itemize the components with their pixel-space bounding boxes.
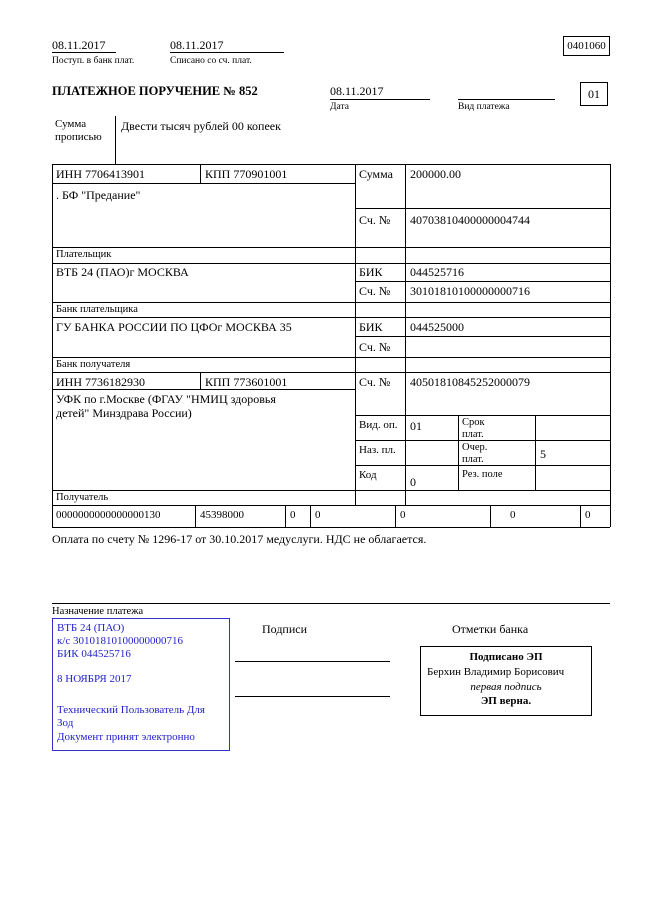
table-border-v — [535, 415, 536, 490]
payer-bank-account-label: Сч. № — [359, 284, 391, 298]
table-border-h — [52, 357, 610, 358]
payer-inn: ИНН 7706413901 — [56, 167, 145, 181]
rez-pole-label: Рез. поле — [462, 469, 503, 480]
table-border-h — [52, 183, 355, 184]
payment-kind-underline — [458, 99, 555, 100]
table-border-v — [580, 505, 581, 527]
stamp-bank-name: ВТБ 24 (ПАО) — [57, 622, 125, 634]
table-border-h — [355, 281, 610, 282]
payee-label: Получатель — [56, 492, 109, 503]
payee-account-label: Сч. № — [359, 375, 391, 389]
debited-date-underline — [170, 52, 284, 53]
payee-account-value: 40501810845252000079 — [410, 375, 530, 389]
table-border-v — [395, 505, 396, 527]
payment-kind-label: Вид платежа — [458, 102, 510, 112]
srok-plat-label: Срок плат. — [462, 417, 485, 440]
payment-purpose-label: Назначение платежа — [52, 606, 144, 617]
stamp-signer-name: Берхин Владимир Борисович — [427, 666, 565, 678]
table-border-h — [52, 372, 610, 373]
table-border-h — [355, 208, 610, 209]
table-border-v — [490, 505, 491, 527]
table-border-h — [52, 164, 610, 165]
vid-op-value: 01 — [410, 419, 422, 433]
bank-marks-label: Отметки банка — [452, 622, 529, 636]
kod-value: 0 — [410, 475, 416, 489]
payer-account-value: 40703810400000004744 — [410, 213, 530, 227]
debited-date: 08.11.2017 — [170, 38, 224, 52]
form-code-box: 0401060 — [563, 36, 610, 56]
document-date: 08.11.2017 — [330, 84, 384, 98]
payer-kpp: КПП 770901001 — [205, 167, 288, 181]
amount-words-divider — [115, 116, 116, 164]
stamp-accepted: Документ принят электронно — [57, 731, 195, 743]
amount-words-label: Сумма прописью — [55, 118, 102, 143]
payee-bank-name: ГУ БАНКА РОССИИ ПО ЦФОг МОСКВА 35 — [56, 320, 292, 334]
date-underline — [330, 99, 430, 100]
payer-bank-account-value: 30101810100000000716 — [410, 284, 530, 298]
code-row-cell: 0 — [510, 509, 516, 521]
stamp-verdict: ЭП верна. — [480, 695, 532, 707]
table-border-v — [405, 164, 406, 505]
table-border-h — [52, 490, 610, 491]
table-border-h — [52, 317, 610, 318]
type-code-box: 01 — [580, 82, 608, 106]
table-border-v — [355, 164, 356, 505]
table-border-h — [52, 389, 355, 390]
naz-pl-label: Наз. пл. — [359, 444, 396, 456]
code-row-cell: 0 — [290, 509, 296, 521]
table-border-v — [610, 164, 611, 527]
table-border-h — [52, 263, 610, 264]
purpose-border — [52, 603, 610, 604]
payee-name: УФК по г.Москве (ФГАУ "НМИЦ здоровья детей" Минздрава России) — [56, 392, 276, 420]
sum-label: Сумма — [359, 167, 393, 181]
code-row-cell: 0 — [315, 509, 321, 521]
table-border-h — [52, 302, 610, 303]
table-border-v — [52, 164, 53, 527]
table-border-h — [355, 415, 610, 416]
stamp-bik: БИК 044525716 — [57, 648, 131, 660]
stamp-corr-account: к/с 30101810100000000716 — [57, 635, 184, 647]
table-border-v — [310, 505, 311, 527]
payer-account-label: Сч. № — [359, 213, 391, 227]
code-row-cell: 45398000 — [200, 509, 244, 521]
table-border-h — [52, 505, 610, 506]
payer-label: Плательщик — [56, 249, 112, 260]
table-border-v — [458, 415, 459, 490]
debited-date-label: Списано со сч. плат. — [170, 56, 252, 66]
payee-bank-bik-label: БИК — [359, 320, 383, 334]
signatures-label: Подписи — [262, 622, 308, 636]
stamp-date: 8 НОЯБРЯ 2017 — [57, 673, 132, 685]
stamp-signed-title: Подписано ЭП — [469, 651, 543, 663]
table-border-v — [195, 505, 196, 527]
payer-name: . БФ "Предание" — [56, 188, 141, 202]
vid-op-label: Вид. оп. — [359, 419, 398, 431]
received-date-label: Поступ. в банк плат. — [52, 56, 135, 66]
received-date: 08.11.2017 — [52, 38, 106, 52]
code-row-cell: 0 — [585, 509, 591, 521]
payer-bank-name: ВТБ 24 (ПАО)г МОСКВА — [56, 265, 189, 279]
payee-bank-label: Банк получателя — [56, 359, 131, 370]
signature-line — [235, 661, 390, 662]
table-border-v — [200, 372, 201, 389]
table-border-h — [52, 527, 610, 528]
table-border-v — [200, 164, 201, 183]
stamp-user: Технический Пользователь Для Зод — [57, 704, 205, 729]
payment-purpose-text: Оплата по счету № 1296-17 от 30.10.2017 медуслуги. НДС не облагается. — [52, 532, 427, 546]
payer-bank-bik-value: 044525716 — [410, 265, 464, 279]
code-row-cell: 0 — [400, 509, 406, 521]
code-row-cell: 0000000000000000130 — [56, 509, 161, 521]
payee-bank-account-label: Сч. № — [359, 340, 391, 354]
sum-value: 200000.00 — [410, 167, 461, 181]
signature-line — [235, 696, 390, 697]
table-border-h — [355, 336, 610, 337]
table-border-v — [285, 505, 286, 527]
document-title: ПЛАТЕЖНОЕ ПОРУЧЕНИЕ № 852 — [52, 84, 258, 98]
stamp-signature-note: первая подпись — [470, 681, 542, 693]
payer-bank-bik-label: БИК — [359, 265, 383, 279]
table-border-h — [52, 247, 610, 248]
ocher-plat-value: 5 — [540, 447, 546, 461]
amount-words-value: Двести тысяч рублей 00 копеек — [121, 119, 281, 133]
payee-bank-bik-value: 044525000 — [410, 320, 464, 334]
kod-label: Код — [359, 469, 377, 481]
payer-bank-label: Банк плательщика — [56, 304, 138, 315]
payee-inn: ИНН 7736182930 — [56, 375, 145, 389]
date-label: Дата — [330, 102, 349, 112]
payee-kpp: КПП 773601001 — [205, 375, 288, 389]
ocher-plat-label: Очер. плат. — [462, 442, 488, 465]
received-date-underline — [52, 52, 116, 53]
